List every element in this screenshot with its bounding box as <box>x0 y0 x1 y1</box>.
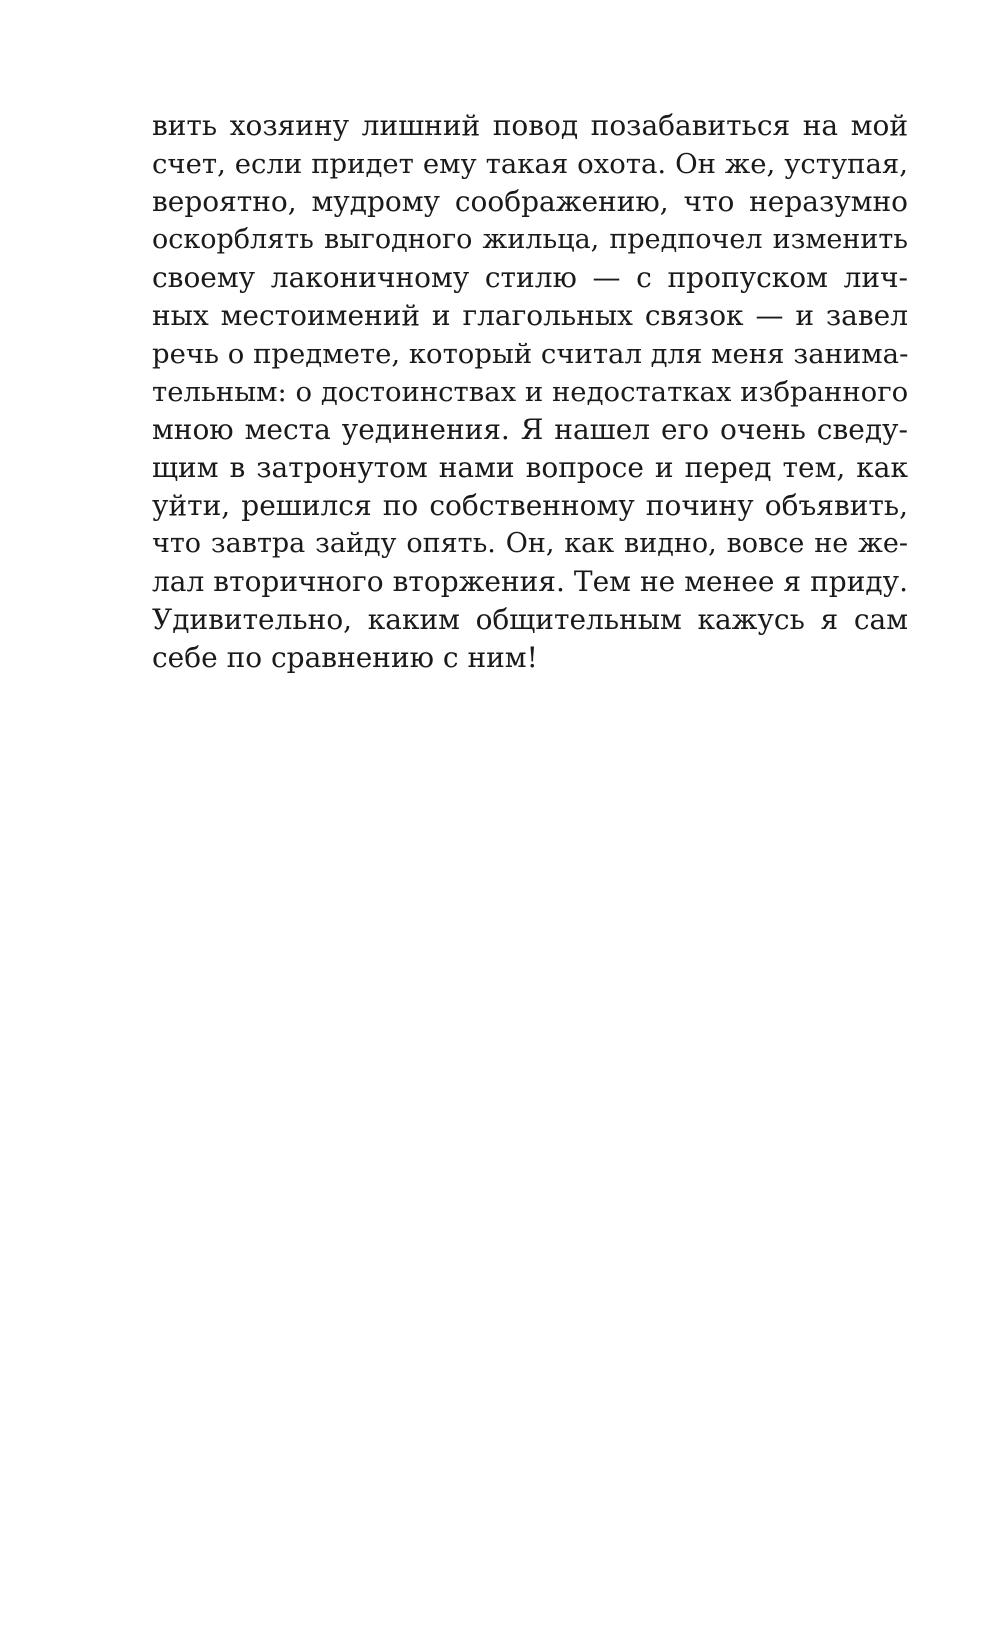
text-line: счет, если придет ему такая охота. Он же, уступая, <box>152 148 908 180</box>
text-line: своему лаконичному стилю — с пропуском лич- <box>152 261 908 294</box>
text-line: вить хозяину лишний повод позабавиться на мой <box>152 109 908 142</box>
text-line: себе по сравнению с ним! <box>152 641 538 674</box>
text-line: что завтра зайду опять. Он, как видно, вовсе не же- <box>152 528 908 559</box>
text-line: речь о предмете, который считал для меня занима- <box>152 338 909 370</box>
text-line: щим в затронутом нами вопросе и перед тем, как <box>152 451 908 484</box>
body-text <box>152 107 908 677</box>
text-line: лал вторичного вторжения. Тем не менее я приду. <box>152 565 908 598</box>
text-line: уйти, решился по собственному почину объявить, <box>152 489 908 522</box>
text-line: ных местоимений и глагольных связок — и завел <box>152 299 908 332</box>
text-line: оскорблять выгодного жильца, предпочел изменить <box>152 224 908 255</box>
text-line: тельным: о достоинствах и недостатках избранного <box>152 376 909 408</box>
text-line: вероятно, мудрому соображению, что неразумно <box>152 185 908 218</box>
text-line: Удивительно, каким общительным кажусь я сам <box>152 603 908 636</box>
text-line: мною места уединения. Я нашел его очень сведу- <box>152 413 908 446</box>
